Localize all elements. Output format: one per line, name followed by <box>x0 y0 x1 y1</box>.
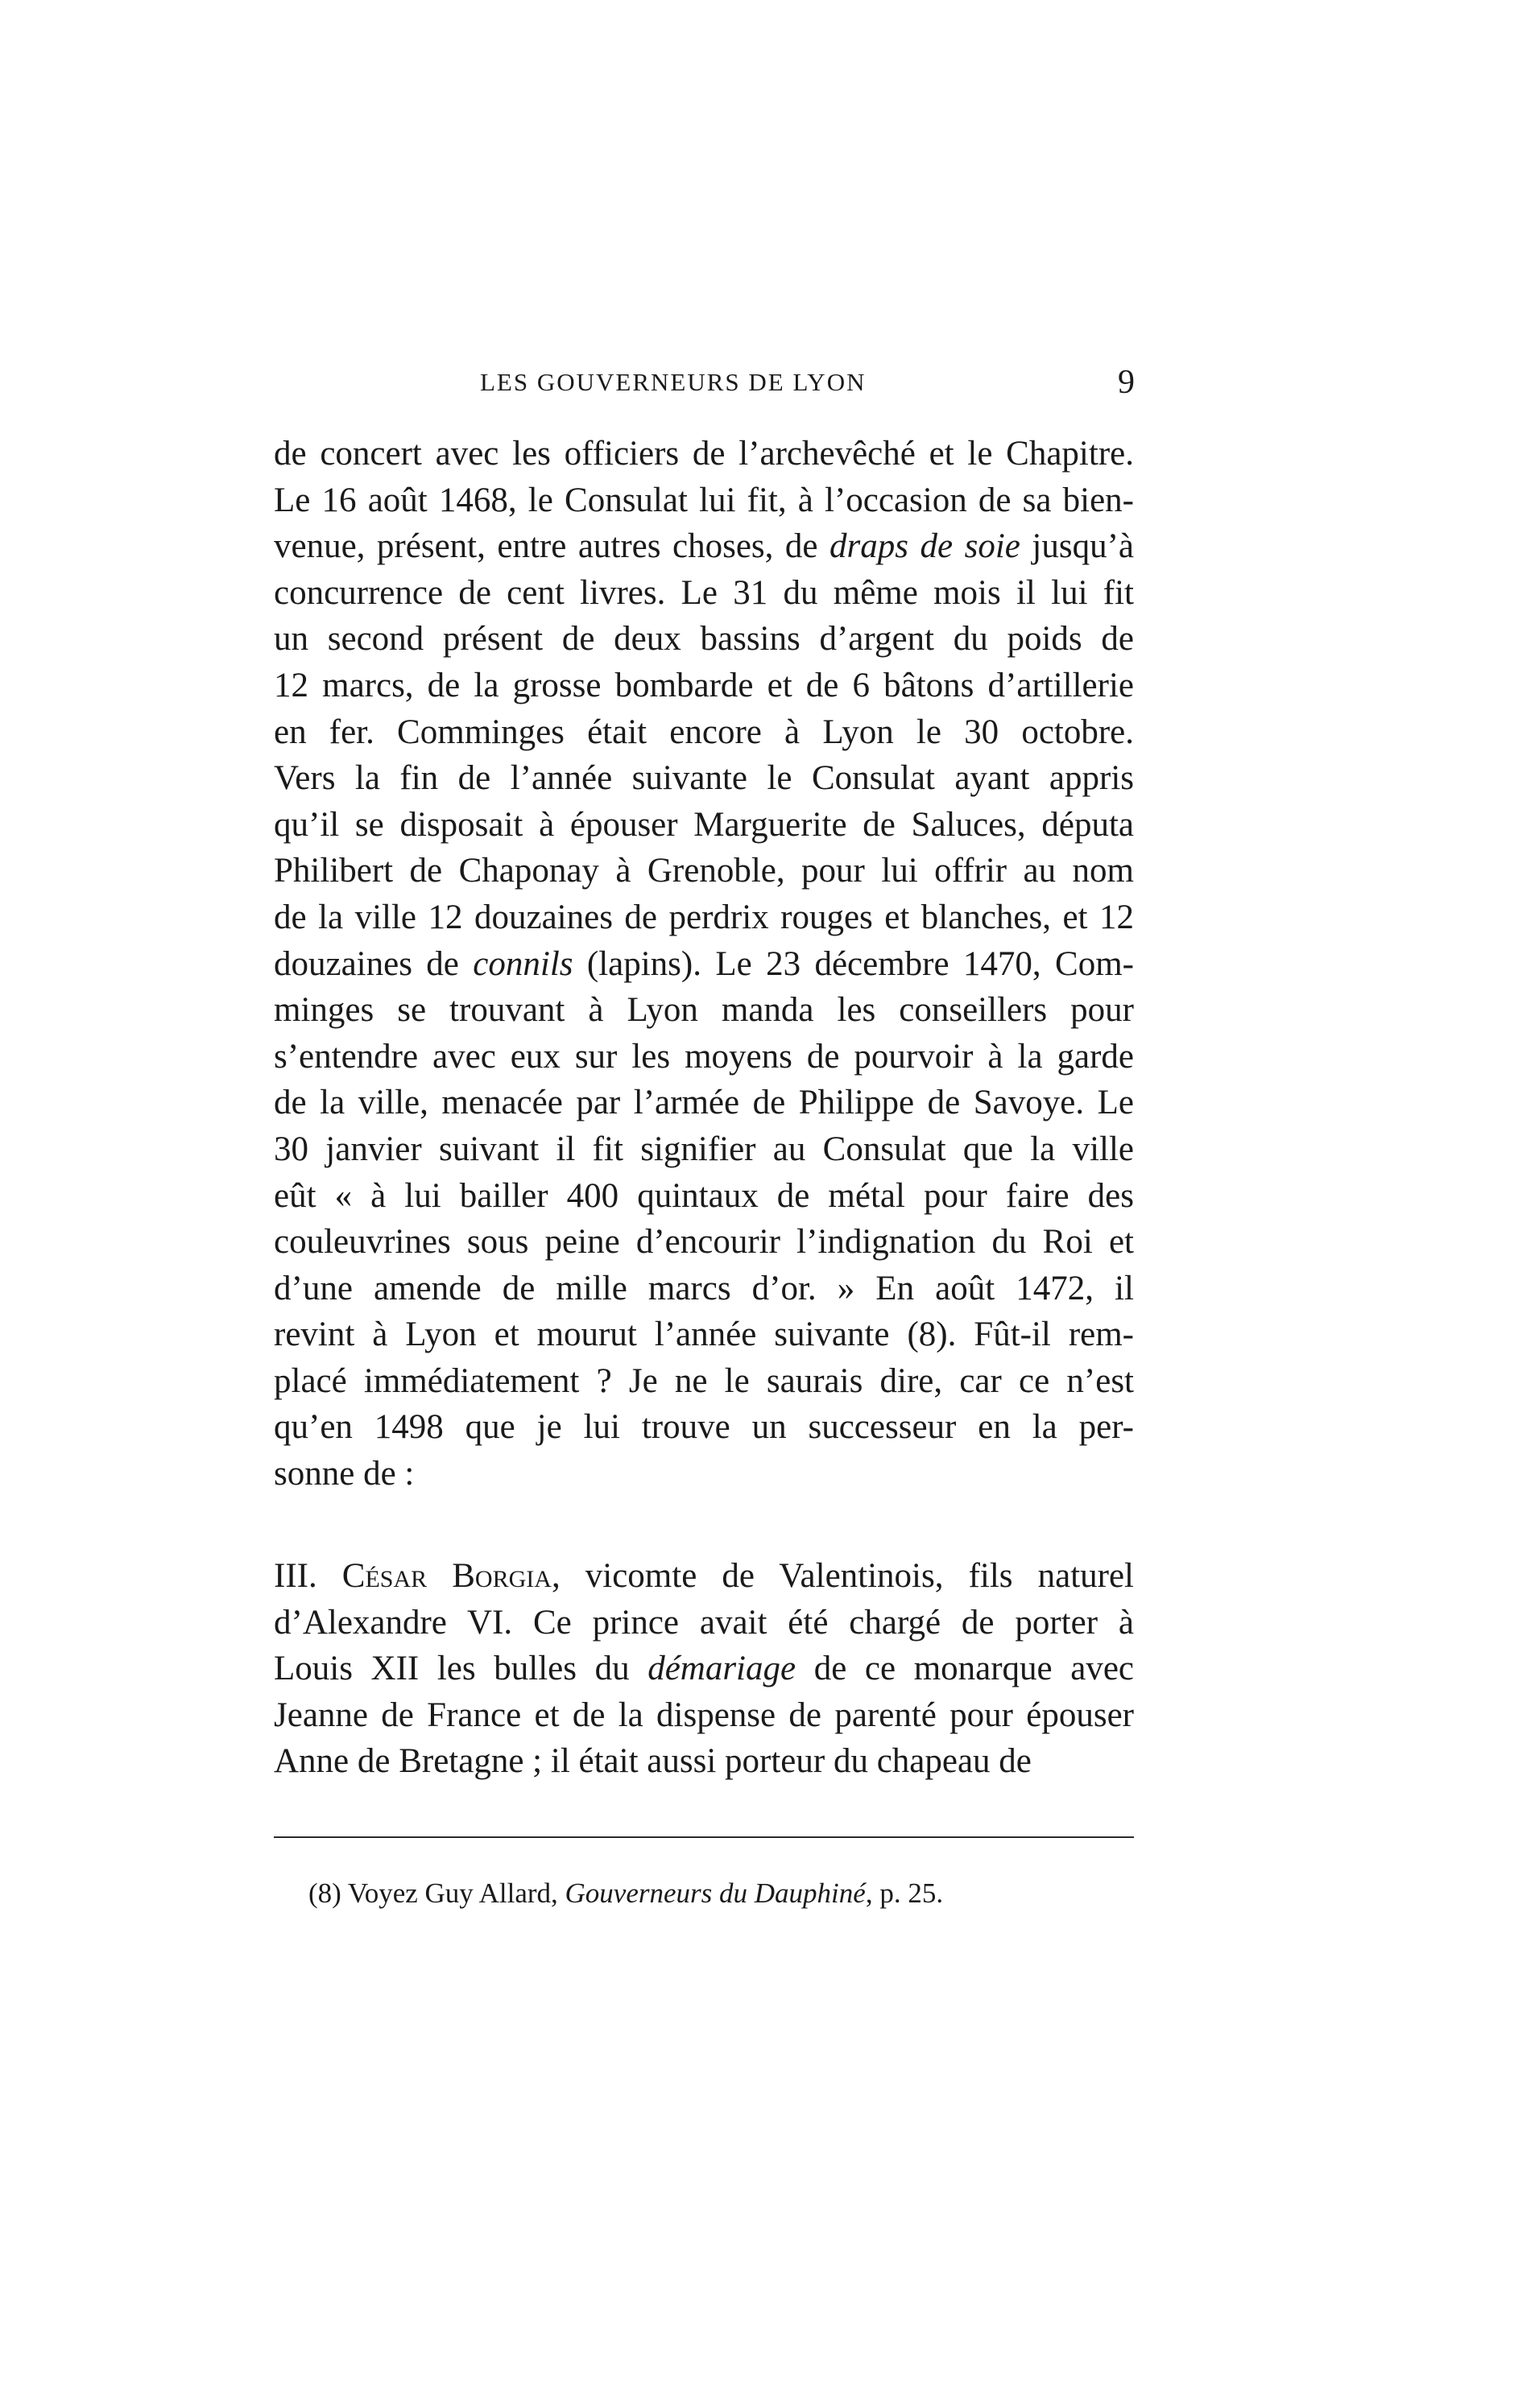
text-line <box>274 523 1134 570</box>
footnote-title: Gouverneurs du Dauphiné <box>565 1877 866 1909</box>
text-run: qu’en 1498 que je lui trouve un successeur en la per- <box>274 1408 1134 1447</box>
text-line <box>274 941 1134 988</box>
text-run: Jeanne de France et de la dispense de parenté pour épouser <box>274 1696 1134 1734</box>
text-line <box>274 616 1134 663</box>
text-line <box>274 1600 1134 1646</box>
text-line <box>274 848 1134 894</box>
text-run: III. <box>274 1557 342 1595</box>
text-run: Anne de Bretagne ; il était aussi porteur du chapeau de <box>274 1742 1032 1781</box>
text-run: jusqu’à <box>1020 527 1134 566</box>
text-run: en fer. Comminges était encore à Lyon le 30 octobre. <box>274 712 1134 751</box>
text-line <box>274 1451 1134 1497</box>
text-run: de la ville, menacée par l’armée de Philippe de Savoye. Le <box>274 1084 1134 1122</box>
small-caps-run: César Borgia <box>341 1557 552 1595</box>
text-run: de la ville 12 douzaines de perdrix rouges et blanches, et 12 <box>274 898 1134 936</box>
text-line <box>274 1173 1134 1220</box>
text-run: Louis XII les bulles du <box>274 1650 648 1688</box>
text-line <box>274 1404 1134 1451</box>
text-run: d’Alexandre VI. Ce prince avait été chargé de porter à <box>274 1603 1134 1642</box>
text-run: venue, présent, entre autres choses, de <box>274 527 830 566</box>
text-line <box>274 1034 1134 1080</box>
text-run: 30 janvier suivant il fit signifier au Consulat que la ville <box>274 1130 1134 1168</box>
text-run: placé immédiatement ? Je ne le saurais dire, car ce n’est <box>274 1361 1134 1400</box>
text-run: Philibert de Chaponay à Grenoble, pour lui offrir au nom <box>274 852 1134 890</box>
text-run: Le 16 août 1468, le Consulat lui fit, à l’occasion de sa bien- <box>274 481 1134 519</box>
text-line <box>274 1553 1134 1600</box>
text-line <box>274 1219 1134 1266</box>
italic-run: démariage <box>647 1650 796 1688</box>
running-title: LES GOUVERNEURS DE LYON <box>480 368 867 396</box>
italic-run: connils <box>473 944 573 983</box>
footnote-page: , p. 25. <box>865 1877 944 1909</box>
paragraph-2 <box>274 1553 1134 1785</box>
text-run: de ce monarque avec <box>796 1650 1134 1688</box>
footnote-marker: (8) <box>308 1877 341 1909</box>
footnote <box>308 1876 943 1911</box>
text-line <box>274 1126 1134 1173</box>
text-line <box>274 1646 1134 1692</box>
text-line <box>274 1266 1134 1312</box>
italic-run: draps de soie <box>829 527 1020 566</box>
text-line <box>274 1311 1134 1358</box>
text-line <box>274 709 1134 756</box>
text-line <box>274 477 1134 524</box>
text-line <box>274 894 1134 941</box>
text-run: de concert avec les officiers de l’archevêché et le Chapitre. <box>274 435 1134 473</box>
text-run: qu’il se disposait à épouser Marguerite de Saluces, députa <box>274 805 1134 844</box>
text-run: Vers la fin de l’année suivante le Consulat ayant appris <box>274 759 1134 798</box>
text-line <box>274 802 1134 849</box>
text-run: sonne de : <box>274 1455 415 1493</box>
footnote-text: Voyez Guy Allard, <box>341 1877 565 1909</box>
text-run: couleuvrines sous peine d’encourir l’indignation du Roi et <box>274 1223 1134 1262</box>
footnote-rule <box>274 1836 1134 1838</box>
text-line <box>274 1080 1134 1126</box>
text-run: d’une amende de mille marcs d’or. » En août 1472, il <box>274 1269 1134 1307</box>
text-run: douzaines de <box>274 944 474 983</box>
text-run: minges se trouvant à Lyon manda les conseillers pour <box>274 991 1134 1030</box>
text-line <box>274 1692 1134 1739</box>
text-run: un second présent de deux bassins d’argent du poids de <box>274 620 1134 659</box>
text-run: , vicomte de Valentinois, fils naturel <box>551 1557 1134 1595</box>
text-line <box>274 570 1134 617</box>
text-run: concurrence de cent livres. Le 31 du même mois il lui fit <box>274 573 1134 612</box>
text-line <box>274 663 1134 709</box>
text-run: s’entendre avec eux sur les moyens de pourvoir à la garde <box>274 1037 1134 1076</box>
text-line <box>274 987 1134 1034</box>
text-line <box>274 1358 1134 1405</box>
text-line <box>274 431 1134 477</box>
text-line <box>274 755 1134 802</box>
text-line <box>274 1738 1134 1785</box>
text-run: 12 marcs, de la grosse bombarde et de 6 bâtons d’artillerie <box>274 666 1134 704</box>
text-run: (lapins). Le 23 décembre 1470, Com- <box>573 944 1134 983</box>
text-run: revint à Lyon et mourut l’année suivante (8). Fût-il rem- <box>274 1316 1134 1354</box>
text-run: eût « à lui bailler 400 quintaux de métal pour faire des <box>274 1176 1134 1215</box>
page-number: 9 <box>1118 364 1135 401</box>
paragraph-1 <box>274 431 1134 1497</box>
